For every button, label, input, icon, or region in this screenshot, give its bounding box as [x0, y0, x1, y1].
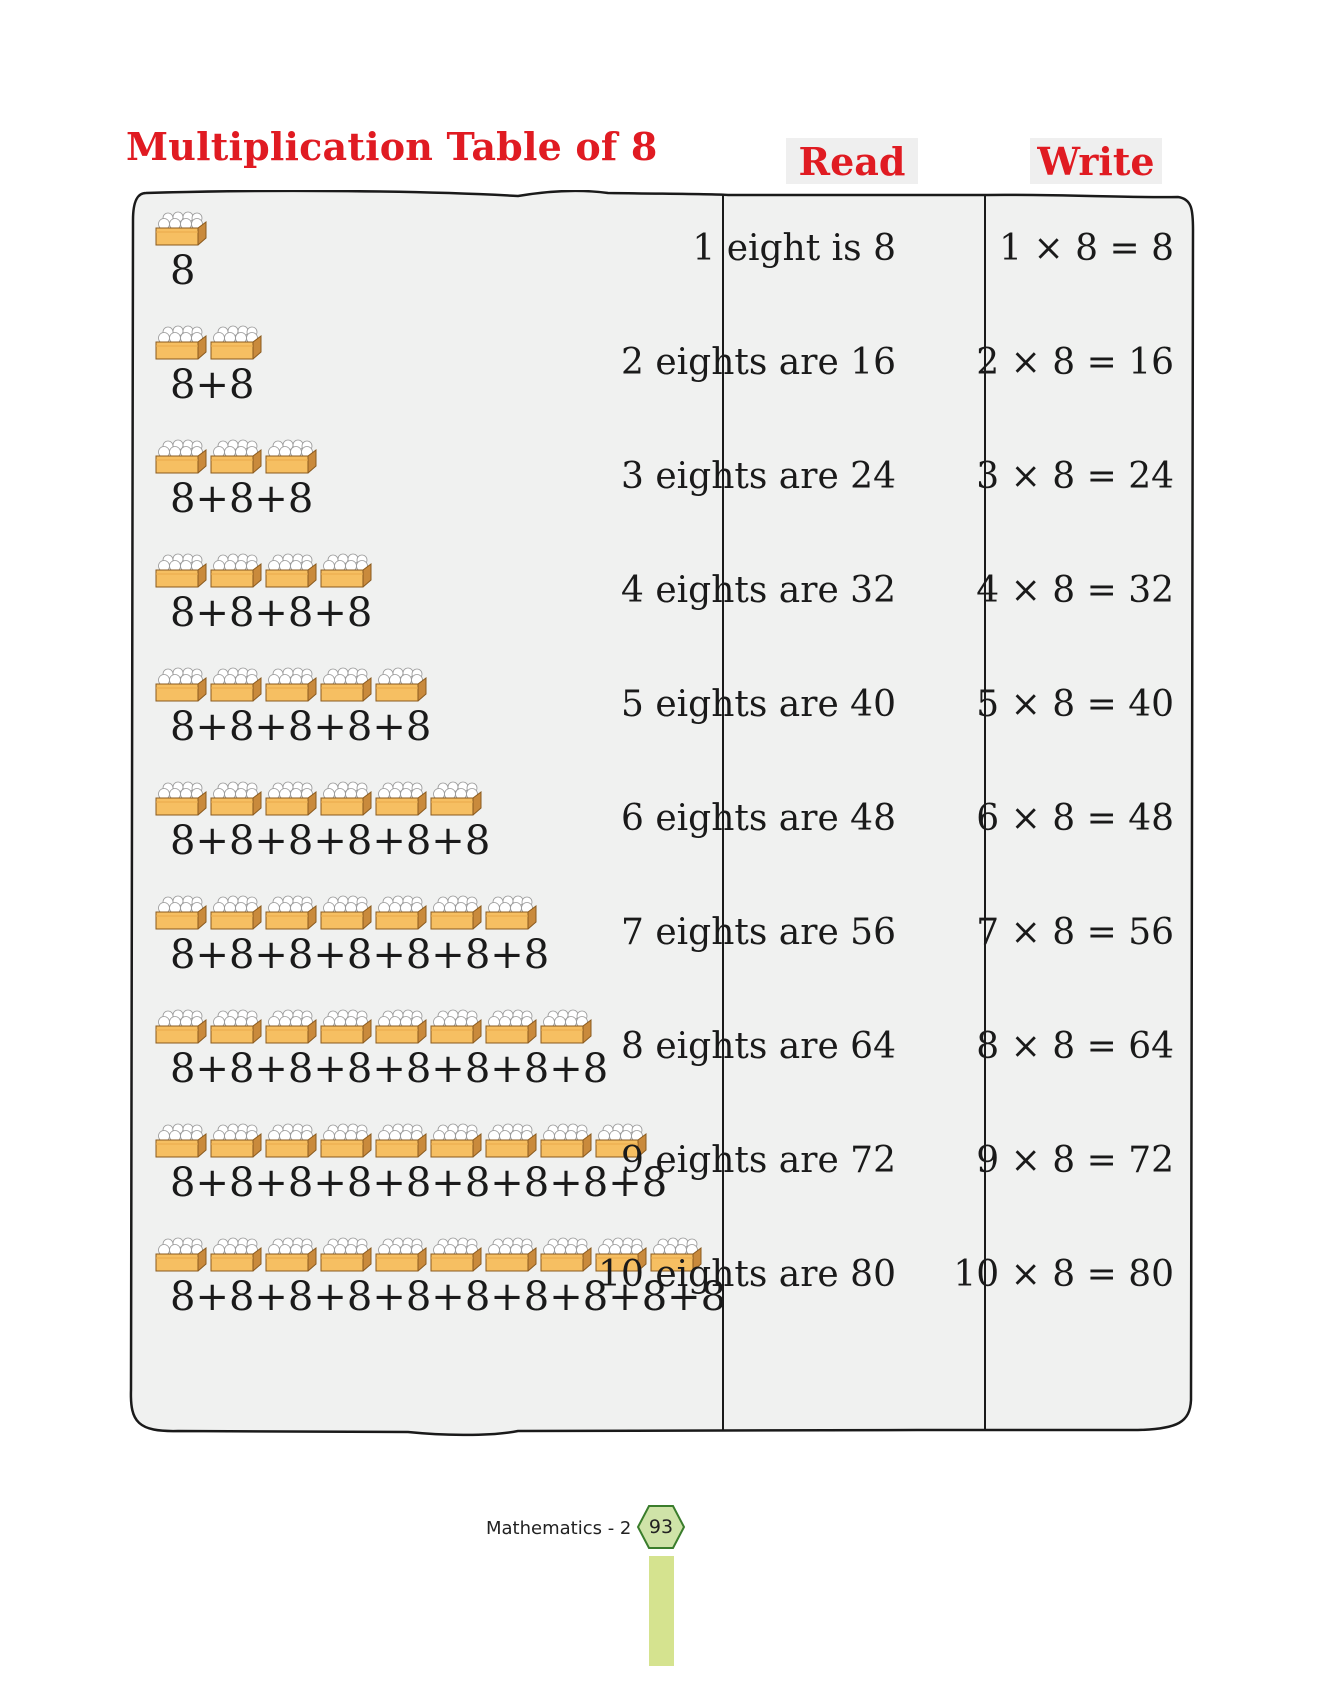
- egg-crate-icon: [209, 780, 264, 818]
- egg-crate-icon: [264, 438, 319, 476]
- addition-expression: 8+8+8+8+8+8+8: [170, 932, 550, 978]
- read-text: 8 eights are 64: [620, 1026, 896, 1067]
- egg-crate-icon: [484, 1008, 539, 1046]
- egg-crate-icon: [429, 894, 484, 932]
- egg-crate-icon: [209, 324, 264, 362]
- egg-crate-group: [154, 552, 374, 592]
- egg-crate-icon: [154, 666, 209, 704]
- egg-crate-icon: [264, 552, 319, 590]
- table-row: [128, 1218, 1196, 1340]
- read-text: 9 eights are 72: [620, 1140, 896, 1181]
- read-text: 10 eights are 80: [598, 1254, 896, 1295]
- addition-expression: 8+8+8+8+8: [170, 704, 432, 750]
- egg-crate-icon: [209, 438, 264, 476]
- egg-crate-icon: [429, 1008, 484, 1046]
- egg-crate-icon: [209, 1008, 264, 1046]
- addition-expression: 8+8+8+8+8+8: [170, 818, 491, 864]
- write-header: Write: [1030, 138, 1162, 184]
- egg-crate-icon: [539, 1236, 594, 1274]
- egg-crate-group: [154, 438, 319, 478]
- table-card: [128, 190, 1196, 1437]
- egg-crate-icon: [264, 1008, 319, 1046]
- egg-crate-icon: [374, 666, 429, 704]
- egg-crate-group: [154, 894, 539, 934]
- read-text: 5 eights are 40: [620, 684, 896, 725]
- read-text: 1 eight is 8: [692, 228, 896, 269]
- table-row: [128, 306, 1196, 428]
- read-text: 3 eights are 24: [620, 456, 896, 497]
- read-text: 2 eights are 16: [620, 342, 896, 383]
- table-row: [128, 990, 1196, 1112]
- egg-crate-icon: [319, 552, 374, 590]
- egg-crate-icon: [154, 210, 209, 248]
- egg-crate-icon: [429, 1236, 484, 1274]
- egg-crate-icon: [154, 1122, 209, 1160]
- addition-expression: 8+8+8+8+8+8+8+8+8: [170, 1160, 668, 1206]
- egg-crate-group: [154, 324, 264, 364]
- egg-crate-icon: [154, 780, 209, 818]
- write-equation: 9 × 8 = 72: [976, 1140, 1174, 1181]
- egg-crate-group: [154, 780, 484, 820]
- egg-crate-icon: [264, 894, 319, 932]
- egg-crate-group: [154, 210, 209, 250]
- egg-crate-icon: [374, 894, 429, 932]
- egg-crate-icon: [154, 438, 209, 476]
- addition-expression: 8+8+8: [170, 476, 314, 522]
- table-row: [128, 1104, 1196, 1226]
- write-equation: 2 × 8 = 16: [976, 342, 1174, 383]
- egg-crate-icon: [539, 1008, 594, 1046]
- addition-expression: 8+8+8+8+8+8+8+8+8+8: [170, 1274, 727, 1320]
- addition-expression: 8: [170, 248, 196, 294]
- addition-expression: 8+8+8+8: [170, 590, 373, 636]
- egg-crate-icon: [484, 1122, 539, 1160]
- table-row: [128, 876, 1196, 998]
- egg-crate-icon: [484, 1236, 539, 1274]
- write-equation: 10 × 8 = 80: [953, 1254, 1174, 1295]
- read-text: 7 eights are 56: [620, 912, 896, 953]
- write-equation: 4 × 8 = 32: [976, 570, 1174, 611]
- addition-expression: 8+8: [170, 362, 255, 408]
- egg-crate-icon: [374, 1008, 429, 1046]
- read-text: 4 eights are 32: [620, 570, 896, 611]
- egg-crate-icon: [209, 894, 264, 932]
- egg-crate-icon: [264, 1236, 319, 1274]
- egg-crate-icon: [484, 894, 539, 932]
- egg-crate-icon: [209, 666, 264, 704]
- read-text: 6 eights are 48: [620, 798, 896, 839]
- egg-crate-icon: [319, 666, 374, 704]
- table-row: [128, 762, 1196, 884]
- egg-crate-icon: [154, 324, 209, 362]
- egg-crate-icon: [154, 1008, 209, 1046]
- egg-crate-icon: [319, 894, 374, 932]
- page-title: Multiplication Table of 8: [126, 124, 658, 169]
- write-equation: 1 × 8 = 8: [999, 228, 1174, 269]
- write-equation: 8 × 8 = 64: [976, 1026, 1174, 1067]
- egg-crate-icon: [374, 780, 429, 818]
- write-equation: 7 × 8 = 56: [976, 912, 1174, 953]
- egg-crate-icon: [319, 1008, 374, 1046]
- egg-crate-icon: [374, 1122, 429, 1160]
- egg-crate-group: [154, 1008, 594, 1048]
- egg-crate-icon: [209, 1236, 264, 1274]
- egg-crate-group: [154, 666, 429, 706]
- egg-crate-icon: [264, 666, 319, 704]
- egg-crate-icon: [319, 780, 374, 818]
- egg-crate-icon: [429, 780, 484, 818]
- egg-crate-group: [154, 1122, 649, 1162]
- write-equation: 5 × 8 = 40: [976, 684, 1174, 725]
- egg-crate-icon: [209, 1122, 264, 1160]
- egg-crate-icon: [154, 1236, 209, 1274]
- egg-crate-icon: [319, 1236, 374, 1274]
- egg-crate-icon: [154, 894, 209, 932]
- addition-expression: 8+8+8+8+8+8+8+8: [170, 1046, 609, 1092]
- write-equation: 6 × 8 = 48: [976, 798, 1174, 839]
- table-row: [128, 420, 1196, 542]
- egg-crate-icon: [429, 1122, 484, 1160]
- egg-crate-icon: [319, 1122, 374, 1160]
- egg-crate-icon: [264, 780, 319, 818]
- egg-crate-icon: [209, 552, 264, 590]
- page-number: 93: [648, 1516, 674, 1538]
- egg-crate-icon: [154, 552, 209, 590]
- table-row: [128, 648, 1196, 770]
- egg-crate-icon: [539, 1122, 594, 1160]
- page-tab-bar: [649, 1556, 674, 1666]
- table-row: [128, 534, 1196, 656]
- egg-crate-icon: [374, 1236, 429, 1274]
- write-equation: 3 × 8 = 24: [976, 456, 1174, 497]
- read-header: Read: [786, 138, 918, 184]
- table-row: [128, 192, 1196, 314]
- footer-subject: Mathematics - 2: [486, 1518, 632, 1539]
- egg-crate-icon: [264, 1122, 319, 1160]
